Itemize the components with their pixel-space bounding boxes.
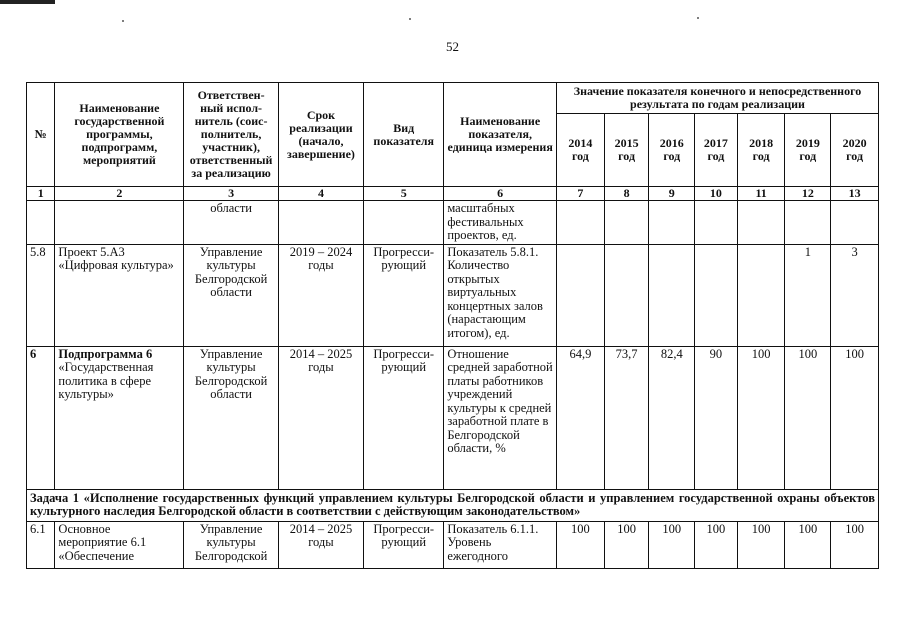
column-number: 3 [184, 187, 278, 201]
cell-value [737, 201, 785, 245]
column-number: 1 [27, 187, 55, 201]
cell-num: 5.8 [27, 244, 55, 346]
cell-period: 2019 – 2024 годы [278, 244, 363, 346]
cell-program [55, 346, 184, 489]
cell-value [649, 201, 695, 245]
cell-value: 73,7 [604, 346, 649, 489]
header-year: 2014 год [557, 114, 605, 187]
cell-value: 90 [695, 346, 738, 489]
cell-num [27, 201, 55, 245]
cell-value: 64,9 [557, 346, 605, 489]
column-number: 12 [785, 187, 831, 201]
column-number: 11 [737, 187, 785, 201]
page-number: 52 [446, 39, 459, 54]
cell-value: 100 [695, 521, 738, 568]
task-description: Задача 1 «Исполнение государственных функций управлением культуры Белгородской области и управлением государственной охраны объектов культурного наследия Белгородской области в соответствии с действующим законодательством» [27, 489, 879, 521]
header-year: 2018 год [737, 114, 785, 187]
cell-value [695, 244, 738, 346]
scan-speck [409, 18, 411, 20]
cell-value [557, 201, 605, 245]
scan-speck [122, 20, 124, 22]
subprogram-title: Подпрограмма 6 [58, 346, 153, 361]
column-numbers-row [27, 187, 879, 201]
cell-program [55, 201, 184, 245]
cell-value [604, 201, 649, 245]
column-number: 10 [695, 187, 738, 201]
cell-indicator: Показатель 6.1.1. Уровень ежегодного [444, 521, 557, 568]
table-row [27, 244, 879, 346]
cell-value [604, 244, 649, 346]
column-number: 5 [364, 187, 444, 201]
subprogram-name: «Государственная политика в сфере культуры» [58, 360, 154, 401]
table-header-row [27, 83, 879, 114]
cell-executor: области [184, 201, 278, 245]
cell-executor: Управление культуры Белгородской области [184, 244, 278, 346]
column-number: 9 [649, 187, 695, 201]
cell-value: 1 [785, 244, 831, 346]
cell-type: Прогресси-рующий [364, 346, 444, 489]
header-values-group: Значение показателя конечного и непосредственного результата по годам реализации [557, 83, 879, 114]
cell-indicator: Показатель 5.8.1. Количество открытых виртуальных концертных залов (нарастающим итогом), ед. [444, 244, 557, 346]
indicators-table [26, 82, 879, 569]
header-year: 2016 год [649, 114, 695, 187]
header-year: 2019 год [785, 114, 831, 187]
cell-num: 6.1 [27, 521, 55, 568]
cell-value: 100 [557, 521, 605, 568]
scan-speck [697, 17, 699, 19]
column-number: 8 [604, 187, 649, 201]
cell-indicator: масштабных фестивальных проектов, ед. [444, 201, 557, 245]
cell-type: Прогресси-рующий [364, 521, 444, 568]
header-program: Наименование государственной программы, подпрограмм, мероприятий [55, 83, 184, 187]
cell-value: 100 [831, 346, 879, 489]
column-number: 7 [557, 187, 605, 201]
cell-value [695, 201, 738, 245]
cell-value [785, 201, 831, 245]
cell-period [278, 201, 363, 245]
cell-period: 2014 – 2025 годы [278, 521, 363, 568]
cell-value: 100 [785, 346, 831, 489]
cell-value: 100 [737, 346, 785, 489]
header-executor: Ответствен-ный испол-нитель (соис-полнитель, участник), ответственный за реализацию [184, 83, 278, 187]
header-indicator: Наименование показателя, единица измерения [444, 83, 557, 187]
cell-value [649, 244, 695, 346]
cell-value: 100 [785, 521, 831, 568]
cell-value: 100 [737, 521, 785, 568]
cell-type [364, 201, 444, 245]
header-num: № [27, 83, 55, 187]
cell-executor: Управление культуры Белгородской области [184, 346, 278, 489]
cell-type: Прогресси-рующий [364, 244, 444, 346]
header-type: Вид показателя [364, 83, 444, 187]
column-number: 13 [831, 187, 879, 201]
table-row [27, 201, 879, 245]
header-year: 2017 год [695, 114, 738, 187]
cell-value [737, 244, 785, 346]
cell-value: 3 [831, 244, 879, 346]
cell-program: Проект 5.А3 «Цифровая культура» [55, 244, 184, 346]
cell-executor: Управление культуры Белгородской [184, 521, 278, 568]
column-number: 2 [55, 187, 184, 201]
cell-program: Основное мероприятие 6.1 «Обеспечение [55, 521, 184, 568]
header-year: 2020 год [831, 114, 879, 187]
header-year: 2015 год [604, 114, 649, 187]
column-number: 4 [278, 187, 363, 201]
cell-indicator: Отношение средней заработной платы работников учреждений культуры к средней заработной плате в Белгородской области, % [444, 346, 557, 489]
cell-num: 6 [27, 346, 55, 489]
cell-value: 100 [649, 521, 695, 568]
cell-period: 2014 – 2025 годы [278, 346, 363, 489]
table-row [27, 346, 879, 489]
column-number: 6 [444, 187, 557, 201]
header-period: Срок реализации (начало, завершение) [278, 83, 363, 187]
cell-value: 100 [604, 521, 649, 568]
cell-value [557, 244, 605, 346]
task-row [27, 489, 879, 521]
scan-corner-mark [0, 0, 55, 4]
cell-value [831, 201, 879, 245]
cell-value: 82,4 [649, 346, 695, 489]
table-row [27, 521, 879, 568]
cell-value: 100 [831, 521, 879, 568]
